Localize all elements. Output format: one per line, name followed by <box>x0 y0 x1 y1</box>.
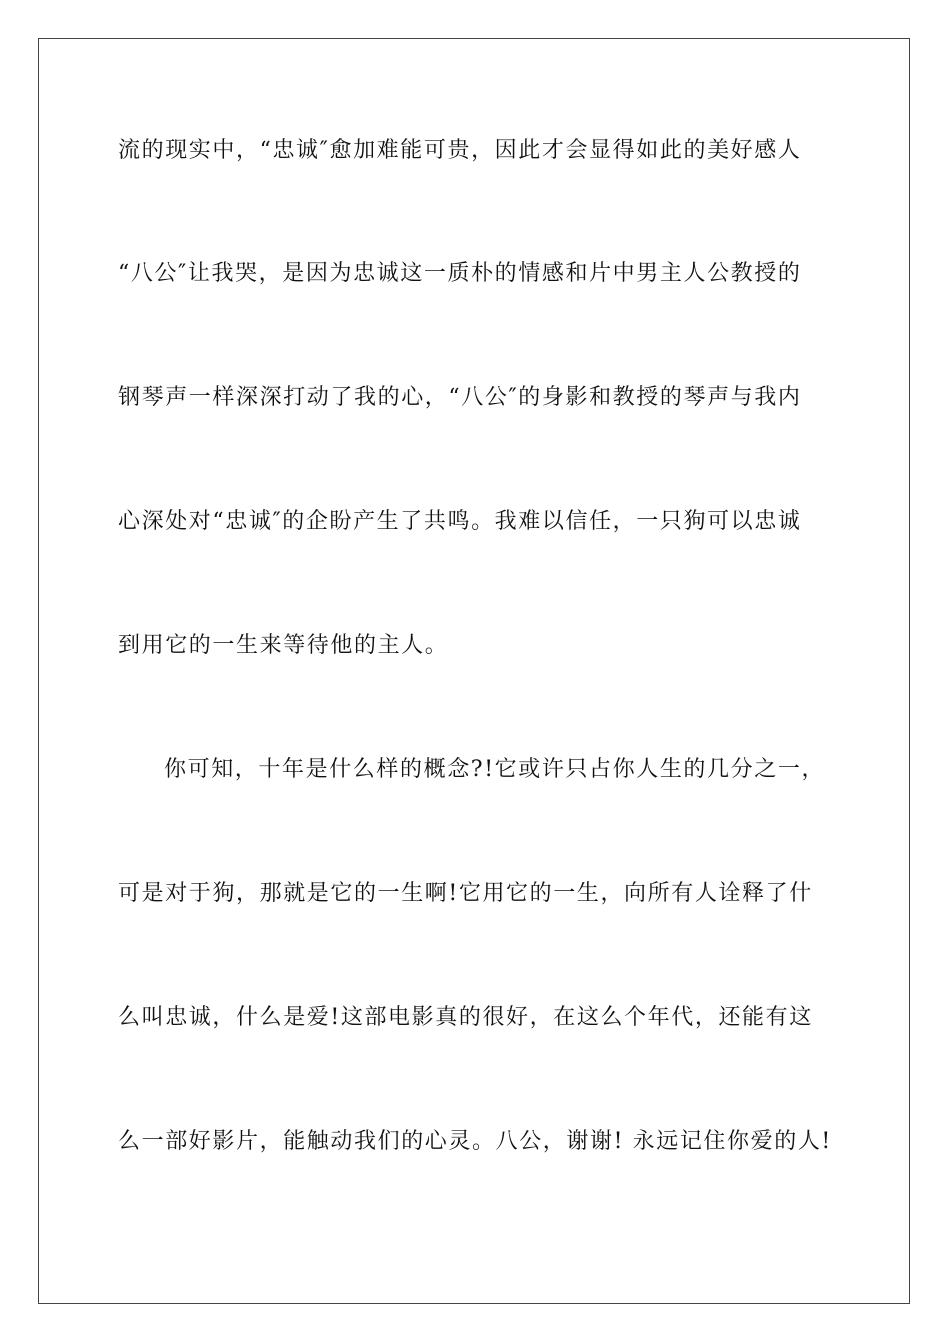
text-line-9: 么一部好影片，能触动我们的心灵。八公，谢谢! 永远记住你爱的人! <box>118 1129 832 1154</box>
text-line-8: 么叫忠诚，什么是爱!这部电影真的很好，在这么个年代，还能有这 <box>118 1005 813 1030</box>
text-line-3: 钢琴声一样深深打动了我的心，“八公″的身影和教授的琴声与我内 <box>118 385 802 410</box>
text-line-7: 可是对于狗，那就是它的一生啊!它用它的一生，向所有人诠释了什 <box>118 881 813 906</box>
text-line-4: 心深处对“忠诚″的企盼产生了共鸣。我难以信任，一只狗可以忠诚 <box>118 509 802 534</box>
text-line-5: 到用它的一生来等待他的主人。 <box>118 633 449 658</box>
text-line-1: 流的现实中，“忠诚″愈加难能可贵，因此才会显得如此的美好感人 <box>118 138 802 163</box>
text-line-6-paragraph-start: 你可知，十年是什么样的概念?!它或许只占你人生的几分之一， <box>164 757 826 782</box>
page-frame <box>38 38 910 1304</box>
text-line-2: “八公″让我哭，是因为忠诚这一质朴的情感和片中男主人公教授的 <box>118 261 802 286</box>
